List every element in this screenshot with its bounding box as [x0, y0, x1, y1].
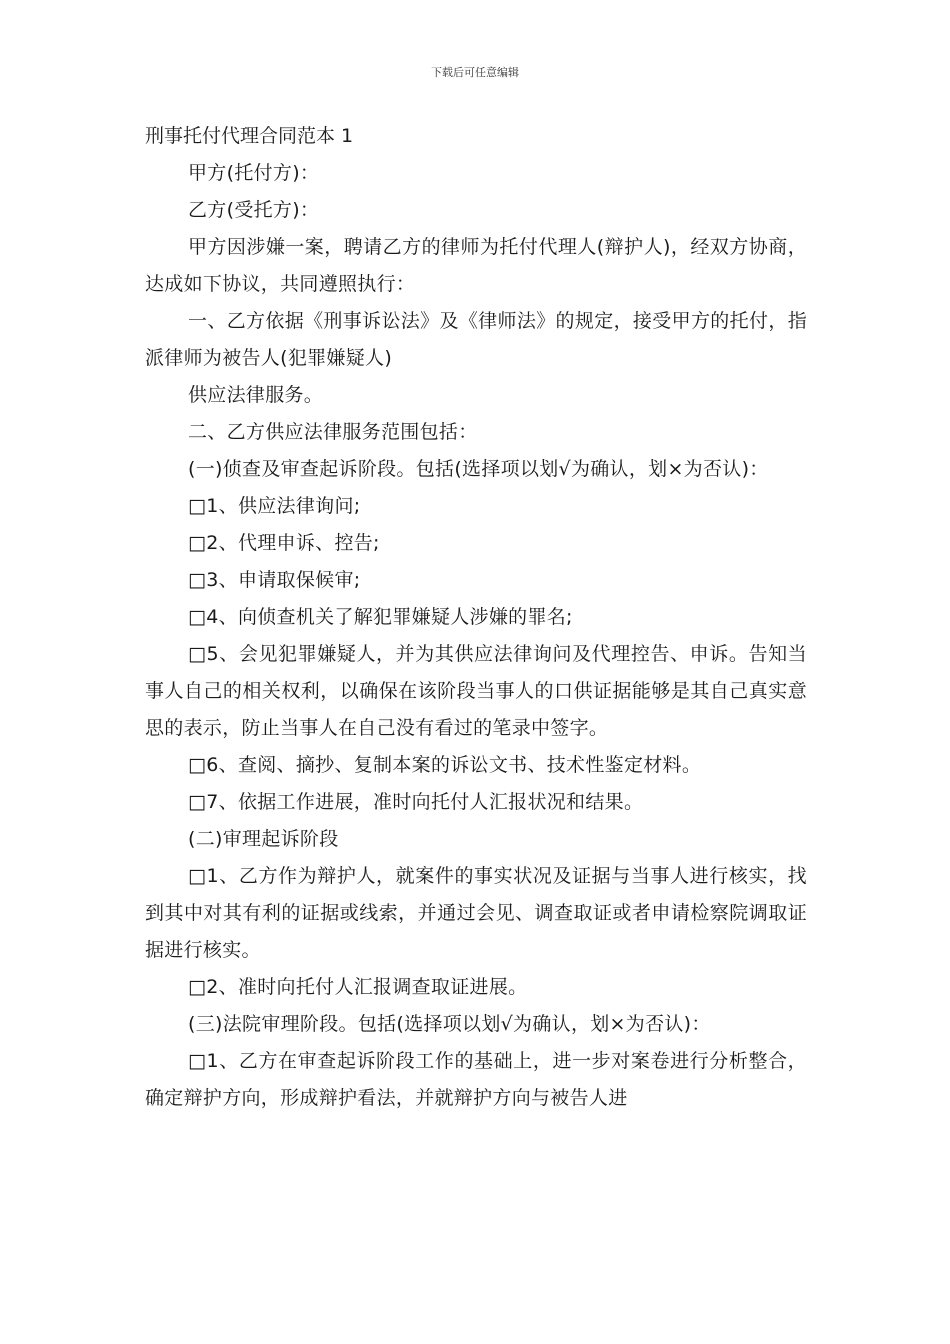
clause-1-continuation: 供应法律服务。: [188, 384, 324, 406]
party-a-line: 甲方(托付方)：: [188, 162, 320, 184]
section-3-heading: (三)法院审理阶段。包括(选择项以划√为确认，划×为否认)：: [188, 1013, 711, 1035]
section-1-item-6: □6、查阅、摘抄、复制本案的诉讼文书、技术性鉴定材料。: [188, 754, 702, 776]
document-title: 刑事托付代理合同范本 1: [145, 125, 354, 147]
section-1-item-2: □2、代理申诉、控告;: [188, 532, 380, 554]
page-header-note: 下载后可任意编辑: [431, 66, 519, 79]
section-1-item-7: □7、依据工作进展，准时向托付人汇报状况和结果。: [188, 791, 644, 813]
clause-1-paragraph: 一、乙方依据《刑事诉讼法》及《律师法》的规定，接受甲方的托付，指派律师为被告人(犯罪嫌疑人): [145, 310, 807, 369]
section-1-item-5: □5、会见犯罪嫌疑人，并为其供应法律询问及代理控告、申诉。告知当事人自己的相关权利，以确保在该阶段当事人的口供证据能够是其自己真实意思的表示，防止当事人在自己没有看过的笔录中签字。: [145, 643, 807, 739]
section-1-heading: (一)侦查及审查起诉阶段。包括(选择项以划√为确认，划×为否认)：: [188, 458, 769, 480]
section-2-item-2: □2、准时向托付人汇报调查取证进展。: [188, 976, 528, 998]
section-1-item-1: □1、供应法律询问;: [188, 495, 361, 517]
clause-2-heading: 二、乙方供应法律服务范围包括：: [188, 421, 478, 443]
section-2-heading: (二)审理起诉阶段: [188, 828, 339, 850]
preamble-paragraph: 甲方因涉嫌一案，聘请乙方的律师为托付代理人(辩护人)，经双方协商，达成如下协议，共同遵照执行：: [145, 236, 807, 295]
document-body: [145, 118, 807, 1117]
section-3-item-1: □1、乙方在审查起诉阶段工作的基础上，进一步对案卷进行分析整合，确定辩护方向，形成辩护看法，并就辩护方向与被告人进: [145, 1050, 807, 1109]
section-1-item-4: □4、向侦查机关了解犯罪嫌疑人涉嫌的罪名;: [188, 606, 573, 628]
section-2-item-1: □1、乙方作为辩护人，就案件的事实状况及证据与当事人进行核实，找到其中对其有利的证据或线索，并通过会见、调查取证或者申请检察院调取证据进行核实。: [145, 865, 807, 961]
party-b-line: 乙方(受托方)：: [188, 199, 320, 221]
section-1-item-3: □3、申请取保候审;: [188, 569, 361, 591]
